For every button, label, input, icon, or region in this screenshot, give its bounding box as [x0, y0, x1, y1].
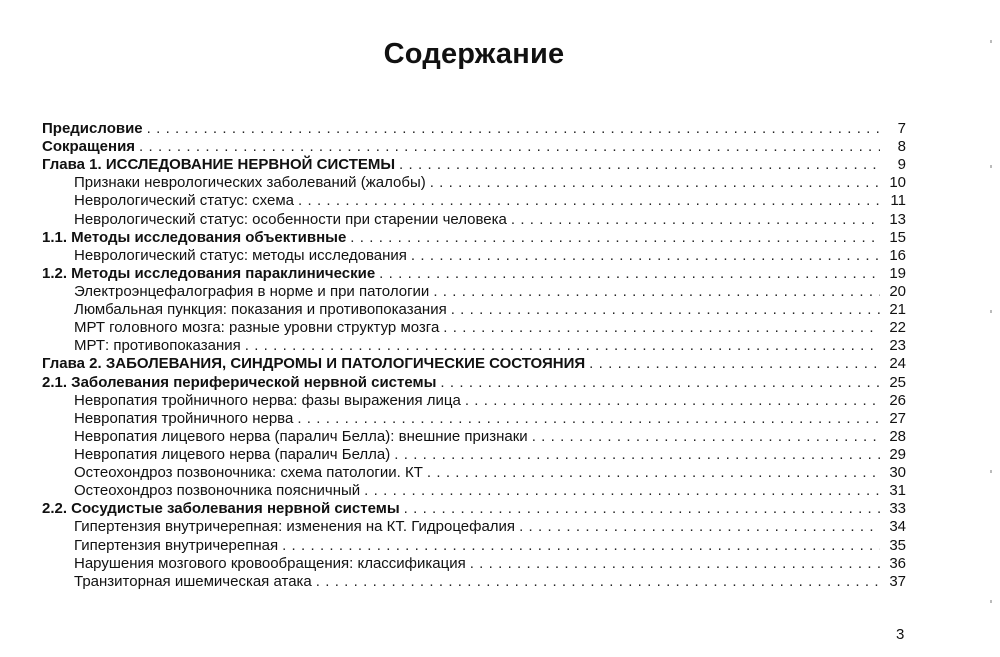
toc-subentry [42, 464, 906, 482]
toc-entry-page: 27 [889, 409, 906, 427]
toc-dot-leader [139, 138, 880, 156]
toc-entry-title: 2.1. Заболевания периферической нервной системы [42, 373, 437, 391]
toc-entry-page: 24 [889, 355, 906, 373]
toc-dot-leader [511, 211, 880, 229]
toc-entry-title: Глава 2. ЗАБОЛЕВАНИЯ, СИНДРОМЫ И ПАТОЛОГИЧЕСКИЕ СОСТОЯНИЯ [42, 355, 586, 373]
toc-subentry [42, 283, 906, 301]
toc-subentry [42, 247, 906, 265]
toc-dot-leader [399, 156, 880, 174]
toc-dot-leader [394, 446, 880, 464]
toc-dot-leader [451, 301, 880, 319]
toc-dot-leader [404, 500, 880, 518]
toc-entry-page: 7 [897, 120, 906, 137]
toc-entry-page: 9 [897, 156, 906, 174]
toc-entry-page: 31 [889, 482, 906, 500]
toc-entry-title: Остеохондроз позвоночника поясничный [74, 482, 361, 500]
scan-edge-mark [990, 600, 992, 603]
toc-entry-title: Невропатия тройничного нерва [74, 409, 294, 427]
toc-subentry [42, 301, 906, 319]
toc-dot-leader [350, 229, 880, 247]
toc-entry-title: 1.2. Методы исследования параклинические [42, 264, 376, 282]
scan-edge-mark [990, 310, 992, 313]
toc-entry-page: 25 [889, 373, 906, 391]
toc-subentry [42, 319, 906, 337]
toc-dot-leader [589, 355, 880, 373]
toc-dot-leader [282, 537, 880, 555]
toc-subentry [42, 555, 906, 573]
toc-entry-page: 19 [889, 264, 906, 282]
toc-entry-page: 21 [889, 301, 906, 319]
page-title: Содержание [383, 38, 565, 70]
toc-section-entry [42, 138, 906, 156]
toc-section-entry [42, 355, 906, 373]
toc-entry-page: 23 [889, 337, 906, 355]
toc-entry-page: 29 [889, 445, 906, 463]
toc-subentry [42, 573, 906, 591]
toc-dot-leader [532, 428, 880, 446]
toc-dot-leader [470, 555, 880, 573]
toc-section-entry [42, 156, 906, 174]
toc-entry-page: 16 [889, 246, 906, 264]
toc-entry-title: Предисловие [42, 120, 143, 137]
toc-subentry [42, 518, 906, 536]
toc-entry-title: Неврологический статус: схема [74, 192, 295, 210]
toc-entry-page: 10 [889, 174, 906, 192]
toc-subentry [42, 537, 906, 555]
toc-entry-title: Гипертензия внутричерепная: изменения на КТ. Гидроцефалия [74, 518, 516, 536]
toc-entry-page: 33 [889, 500, 906, 518]
toc-dot-leader [465, 392, 880, 410]
toc-subentry [42, 192, 906, 210]
toc-subentry [42, 446, 906, 464]
toc-section-entry [42, 374, 906, 392]
toc-subentry [42, 337, 906, 355]
toc-subentry [42, 211, 906, 229]
toc-entry-page: 13 [889, 210, 906, 228]
toc-entry-title: Невропатия тройничного нерва: фазы выражения лица [74, 391, 461, 409]
toc-entry-page: 34 [889, 518, 906, 536]
toc-entry-title: Глава 1. ИССЛЕДОВАНИЕ НЕРВНОЙ СИСТЕМЫ [42, 156, 396, 174]
toc-dot-leader [245, 337, 880, 355]
scan-edge-mark [990, 470, 992, 473]
toc-entry-title: Невропатия лицевого нерва (паралич Белла): внешние признаки [74, 427, 528, 445]
toc-entry-title: Признаки неврологических заболеваний (жалобы) [74, 174, 426, 192]
toc-subentry [42, 392, 906, 410]
scan-edge-mark [990, 40, 992, 43]
toc-entry-page: 28 [889, 427, 906, 445]
toc-entry-title: Нарушения мозгового кровообращения: классификация [74, 554, 466, 572]
toc-entry-title: Люмбальная пункция: показания и противопоказания [74, 301, 447, 319]
toc-entry-title: Остеохондроз позвоночника: схема патологии. КТ [74, 464, 423, 482]
toc-entry-page: 35 [889, 536, 906, 554]
toc-dot-leader [411, 247, 880, 265]
toc-entry-title: 2.2. Сосудистые заболевания нервной системы [42, 500, 400, 518]
toc-dot-leader [427, 464, 880, 482]
toc-entry-page: 11 [890, 192, 906, 210]
toc-dot-leader [298, 192, 880, 210]
toc-entry-title: Неврологический статус: методы исследования [74, 246, 407, 264]
page-number: 3 [896, 626, 905, 643]
toc-dot-leader [147, 120, 880, 138]
toc-entry-title: 1.1. Методы исследования объективные [42, 228, 347, 246]
toc-entry-page: 30 [889, 464, 906, 482]
toc-entry-page: 36 [889, 554, 906, 572]
toc-dot-leader [519, 518, 880, 536]
toc-entry-page: 26 [889, 391, 906, 409]
toc-subentry [42, 482, 906, 500]
toc-entry-title: Неврологический статус: особенности при старении человека [74, 210, 507, 228]
toc-section-entry [42, 229, 906, 247]
toc-entry-page: 15 [889, 228, 906, 246]
toc-section-entry [42, 265, 906, 283]
toc-entry-page: 20 [889, 282, 906, 300]
toc-subentry [42, 174, 906, 192]
toc-dot-leader [433, 283, 880, 301]
toc-section-entry [42, 500, 906, 518]
table-of-contents [42, 120, 906, 591]
toc-dot-leader [440, 374, 880, 392]
toc-entry-title: Транзиторная ишемическая атака [74, 572, 312, 590]
toc-entry-title: Гипертензия внутричерепная [74, 536, 279, 554]
toc-section-entry [42, 120, 906, 138]
toc-entry-page: 22 [889, 319, 906, 337]
toc-dot-leader [364, 482, 880, 500]
toc-entry-page: 37 [889, 572, 906, 590]
toc-entry-title: Электроэнцефалография в норме и при патологии [74, 282, 430, 300]
toc-dot-leader [379, 265, 880, 283]
toc-dot-leader [430, 174, 880, 192]
toc-entry-title: Сокращения [42, 138, 136, 156]
toc-entry-title: МРТ головного мозга: разные уровни структур мозга [74, 319, 440, 337]
toc-dot-leader [316, 573, 880, 591]
toc-entry-title: Невропатия лицевого нерва (паралич Белла) [74, 445, 391, 463]
toc-subentry [42, 428, 906, 446]
toc-entry-title: МРТ: противопоказания [74, 337, 241, 355]
scan-edge-mark [990, 165, 992, 168]
toc-entry-page: 8 [897, 138, 906, 156]
toc-dot-leader [443, 319, 880, 337]
toc-dot-leader [297, 410, 880, 428]
toc-subentry [42, 410, 906, 428]
